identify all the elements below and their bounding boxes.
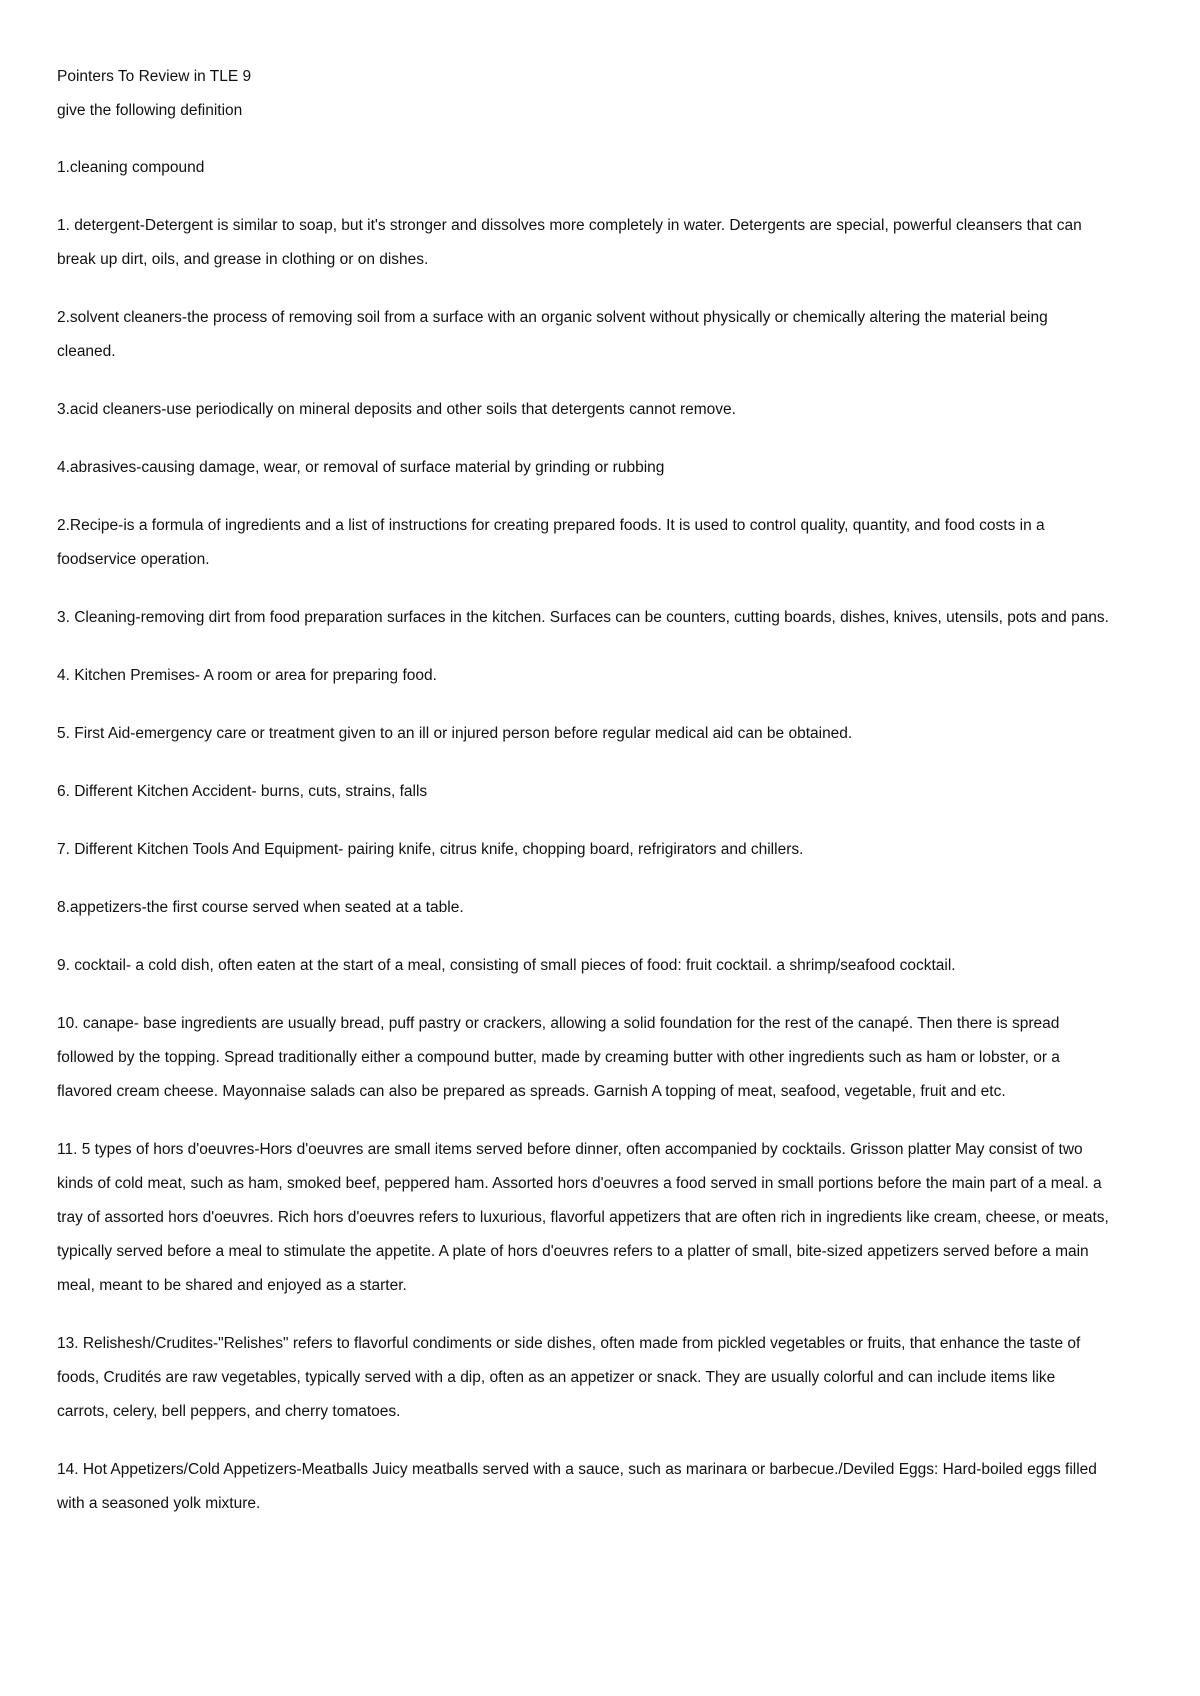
paragraph-14: 10. canape- base ingredients are usually bread, puff pastry or crackers, allowing a solid foundation for the rest of the canapé. Then there is spread followed by the topping. Spread traditionally either a compound butter, made by creaming butter with other ingredients such as ham or lobster, or a flavored cream cheese. Mayonnaise salads can also be prepared as spreads. Garnish A topping of meat, seafood, vegetable, fruit and etc. xyxy=(57,1015,1060,1100)
spacer xyxy=(57,867,1110,891)
paragraph-11: 7. Different Kitchen Tools And Equipment- pairing knife, citrus knife, chopping board, refrigirators and chillers. xyxy=(57,841,804,858)
paragraph-1: 1.cleaning compound xyxy=(57,159,205,176)
spacer xyxy=(57,693,1110,717)
paragraph-9: 5. First Aid-emergency care or treatment given to an ill or injured person before regular medical aid can be obtained. xyxy=(57,725,853,742)
spacer xyxy=(57,485,1110,509)
spacer xyxy=(57,277,1110,301)
spacer xyxy=(57,635,1110,659)
spacer xyxy=(57,427,1110,451)
paragraph-2: 1. detergent-Detergent is similar to soap, but it's stronger and dissolves more completely in water. Detergents are special, powerful cleansers that can break up dirt, oils, and grease in clothing or on dishes. xyxy=(57,217,1082,268)
paragraph-15: 11. 5 types of hors d'oeuvres-Hors d'oeuvres are small items served before dinner, often accompanied by cocktails. Grisson platter May consist of two kinds of cold meat, such as ham, smoked beef, peppered ham. Assorted hors d'oeuvres a food served in small portions before the main part of a meal. a tray of assorted hors d'oeuvres. Rich hors d'oeuvres refers to luxurious, flavorful appetizers that are often rich in ingredients like cream, cheese, or meats, typically served before a meal to stimulate the appetite. A plate of hors d'oeuvres refers to a platter of small, bite-sized appetizers served before a main meal, meant to be shared and enjoyed as a starter. xyxy=(57,1141,1109,1294)
paragraph-13: 9. cocktail- a cold dish, often eaten at the start of a meal, consisting of small pieces of food: fruit cocktail. a shrimp/seafood cocktail. xyxy=(57,957,956,974)
spacer xyxy=(57,1303,1110,1327)
document-subtitle: give the following definition xyxy=(57,102,243,119)
paragraph-3: 2.solvent cleaners-the process of removing soil from a surface with an organic solvent without physically or chemically altering the material being cleaned. xyxy=(57,309,1048,360)
paragraph-12: 8.appetizers-the first course served when seated at a table. xyxy=(57,899,464,916)
paragraph-8: 4. Kitchen Premises- A room or area for preparing food. xyxy=(57,667,437,684)
spacer xyxy=(57,577,1110,601)
spacer xyxy=(57,983,1110,1007)
paragraph-16: 13. Relishesh/Crudites-"Relishes" refers to flavorful condiments or side dishes, often made from pickled vegetables or fruits, that enhance the taste of foods, Crudités are raw vegetables, typically served with a dip, often as an appetizer or snack. They are usually colorful and can include items like carrots, celery, bell peppers, and cherry tomatoes. xyxy=(57,1335,1081,1420)
paragraph-4: 3.acid cleaners-use periodically on mineral deposits and other soils that detergents cannot remove. xyxy=(57,401,736,418)
paragraph-17: 14. Hot Appetizers/Cold Appetizers-Meatballs Juicy meatballs served with a sauce, such as marinara or barbecue./Deviled Eggs: Hard-boiled eggs filled with a seasoned yolk mixture. xyxy=(57,1461,1097,1512)
paragraph-7: 3. Cleaning-removing dirt from food preparation surfaces in the kitchen. Surfaces can be counters, cutting boards, dishes, knives, utensils, pots and pans. xyxy=(57,609,1109,626)
document-title: Pointers To Review in TLE 9 xyxy=(57,68,252,85)
spacer xyxy=(57,1429,1110,1453)
paragraph-5: 4.abrasives-causing damage, wear, or removal of surface material by grinding or rubbing xyxy=(57,459,665,476)
spacer xyxy=(57,1109,1110,1133)
spacer xyxy=(57,185,1110,209)
spacer xyxy=(57,925,1110,949)
paragraph-10: 6. Different Kitchen Accident- burns, cuts, strains, falls xyxy=(57,783,428,800)
spacer xyxy=(57,369,1110,393)
spacer xyxy=(57,751,1110,775)
spacer xyxy=(57,809,1110,833)
spacer xyxy=(57,128,1110,151)
paragraph-6: 2.Recipe-is a formula of ingredients and a list of instructions for creating prepared foods. It is used to control quality, quantity, and food costs in a foodservice operation. xyxy=(57,517,1045,568)
